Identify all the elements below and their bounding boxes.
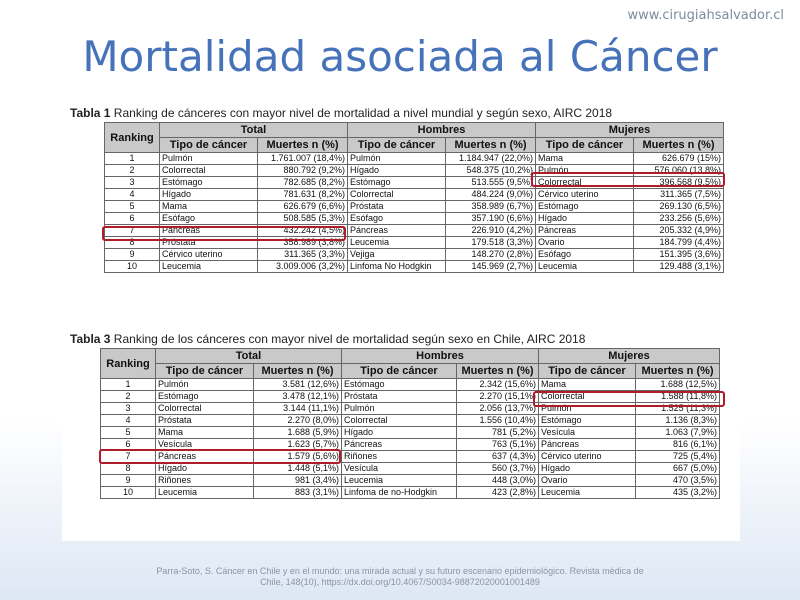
table3-panel: [62, 326, 740, 541]
cell-deaths: 432.242 (4,5%): [258, 225, 348, 237]
cell-cancer: Pulmón: [342, 403, 457, 415]
cell-cancer: Hígado: [160, 189, 258, 201]
cell-cancer: Esófago: [348, 213, 446, 225]
table1: [104, 122, 724, 273]
cell-deaths: 981 (3,4%): [254, 475, 342, 487]
table-row: [101, 475, 720, 487]
cell-cancer: Estómago: [156, 391, 254, 403]
cell-cancer: Esófago: [536, 249, 634, 261]
cell-cancer: Ovario: [536, 237, 634, 249]
cell-cancer: Estómago: [536, 201, 634, 213]
cell-cancer: Colorrectal: [160, 165, 258, 177]
table-row: [105, 249, 724, 261]
cell-cancer: Mama: [160, 201, 258, 213]
table3-subheader-tipo: Tipo de cáncer: [156, 364, 254, 379]
source-line-1: Parra-Soto, S. Cáncer en Chile y en el mundo: una mirada actual y su futuro escenario epidemiológico. Revista médica de: [156, 566, 644, 576]
table3-subheader-muertes: Muertes n (%): [254, 364, 342, 379]
cell-cancer: Páncreas: [539, 439, 636, 451]
cell-deaths: 269.130 (6,5%): [634, 201, 724, 213]
cell-cancer: Pulmón: [156, 379, 254, 391]
cell-deaths: 1.761.007 (18,4%): [258, 153, 348, 165]
cell-cancer: Vesícula: [156, 439, 254, 451]
table3-caption-text: Ranking de los cánceres con mayor nivel de mortalidad según sexo en Chile, AIRC 2018: [110, 332, 586, 346]
table-row: [105, 213, 724, 225]
cell-cancer: Vesícula: [342, 463, 457, 475]
cell-ranking: 6: [105, 213, 160, 225]
cell-deaths: 3.581 (12,6%): [254, 379, 342, 391]
cell-deaths: 816 (6,1%): [636, 439, 720, 451]
cell-cancer: Próstata: [342, 391, 457, 403]
cell-cancer: Hígado: [156, 463, 254, 475]
table1-panel: [62, 100, 740, 315]
table1-header-mujeres: Mujeres: [536, 123, 724, 138]
cell-cancer: Leucemia: [156, 487, 254, 499]
table-row: [101, 415, 720, 427]
highlight-mama-women-world: [531, 172, 725, 187]
cell-deaths: 880.792 (9,2%): [258, 165, 348, 177]
cell-ranking: 4: [105, 189, 160, 201]
cell-cancer: Hígado: [539, 463, 636, 475]
table1-header-ranking: Ranking: [105, 123, 160, 153]
cell-cancer: Estómago: [342, 379, 457, 391]
cell-cancer: Pulmón: [539, 403, 636, 415]
table1-subheader-muertes: Muertes n (%): [634, 138, 724, 153]
cell-cancer: Próstata: [160, 237, 258, 249]
cell-ranking: 7: [101, 451, 156, 463]
cell-cancer: Leucemia: [539, 487, 636, 499]
cell-ranking: 10: [101, 487, 156, 499]
table1-body: [105, 153, 724, 273]
cell-deaths: 358.989 (3,8%): [258, 237, 348, 249]
cell-deaths: 423 (2,8%): [457, 487, 539, 499]
cell-deaths: 357.190 (6,6%): [446, 213, 536, 225]
table3-caption: [62, 326, 740, 348]
cell-deaths: 1.579 (5,6%): [254, 451, 342, 463]
cell-cancer: Estómago: [160, 177, 258, 189]
source-citation: [0, 566, 800, 588]
cell-deaths: 2.056 (13,7%): [457, 403, 539, 415]
table-row: [105, 189, 724, 201]
cell-ranking: 9: [105, 249, 160, 261]
cell-cancer: Hígado: [536, 213, 634, 225]
cell-cancer: Cérvico uterino: [536, 189, 634, 201]
cell-ranking: 10: [105, 261, 160, 273]
cell-deaths: 470 (3,5%): [636, 475, 720, 487]
cell-cancer: Páncreas: [342, 439, 457, 451]
cell-cancer: Colorrectal: [348, 189, 446, 201]
cell-ranking: 8: [105, 237, 160, 249]
cell-cancer: Mama: [156, 427, 254, 439]
cell-cancer: Próstata: [348, 201, 446, 213]
cell-deaths: 396.568 (9,5%): [634, 177, 724, 189]
cell-deaths: 1.588 (11,8%): [636, 391, 720, 403]
cell-deaths: 179.518 (3,3%): [446, 237, 536, 249]
source-line-2: Chile, 148(10), https://dx.doi.org/10.4067/S0034-98872020001001489: [260, 577, 540, 587]
table3-header-total: Total: [156, 349, 342, 364]
table-row: [105, 261, 724, 273]
website-url: www.cirugiahsalvador.cl: [627, 8, 784, 23]
table3-header-mujeres: Mujeres: [539, 349, 720, 364]
cell-deaths: 311.365 (3,3%): [258, 249, 348, 261]
cell-deaths: 508.585 (5,3%): [258, 213, 348, 225]
cell-cancer: Cérvico uterino: [539, 451, 636, 463]
cell-cancer: Próstata: [156, 415, 254, 427]
cell-ranking: 3: [101, 403, 156, 415]
cell-deaths: 1.556 (10,4%): [457, 415, 539, 427]
cell-deaths: 1.623 (5,7%): [254, 439, 342, 451]
cell-deaths: 184.799 (4,4%): [634, 237, 724, 249]
cell-ranking: 9: [101, 475, 156, 487]
cell-deaths: 205.332 (4,9%): [634, 225, 724, 237]
cell-cancer: Estómago: [539, 415, 636, 427]
cell-cancer: Páncreas: [160, 225, 258, 237]
table3-subheader-muertes: Muertes n (%): [636, 364, 720, 379]
cell-ranking: 5: [101, 427, 156, 439]
cell-ranking: 6: [101, 439, 156, 451]
cell-cancer: Riñones: [342, 451, 457, 463]
cell-cancer: Colorrectal: [156, 403, 254, 415]
cell-cancer: Colorrectal: [536, 177, 634, 189]
cell-deaths: 763 (5,1%): [457, 439, 539, 451]
cell-ranking: 3: [105, 177, 160, 189]
cell-deaths: 782.685 (8,2%): [258, 177, 348, 189]
cell-deaths: 448 (3,0%): [457, 475, 539, 487]
cell-deaths: 1.448 (5,1%): [254, 463, 342, 475]
cell-deaths: 484.224 (9,0%): [446, 189, 536, 201]
cell-cancer: Mama: [536, 153, 634, 165]
cell-ranking: 1: [101, 379, 156, 391]
cell-deaths: 145.969 (2,7%): [446, 261, 536, 273]
cell-deaths: 1.136 (8,3%): [636, 415, 720, 427]
cell-deaths: 2.270 (8,0%): [254, 415, 342, 427]
table-row: [101, 487, 720, 499]
table1-subheader-muertes: Muertes n (%): [446, 138, 536, 153]
cell-deaths: 3.478 (12,1%): [254, 391, 342, 403]
cell-cancer: Páncreas: [156, 451, 254, 463]
table-row: [105, 153, 724, 165]
table1-subheader-tipo: Tipo de cáncer: [160, 138, 258, 153]
table3: [100, 348, 720, 499]
cell-deaths: 1.063 (7,9%): [636, 427, 720, 439]
cell-cancer: Linfoma de no-Hodgkin: [342, 487, 457, 499]
cell-cancer: Riñones: [156, 475, 254, 487]
table-row: [101, 427, 720, 439]
cell-cancer: Colorrectal: [342, 415, 457, 427]
cell-cancer: Leucemia: [536, 261, 634, 273]
table1-header-hombres: Hombres: [348, 123, 536, 138]
cell-deaths: 1.184.947 (22,0%): [446, 153, 536, 165]
cell-cancer: Ovario: [539, 475, 636, 487]
cell-deaths: 3.144 (11,1%): [254, 403, 342, 415]
highlight-mama-total-world: [102, 226, 346, 241]
cell-deaths: 1.525 (11,3%): [636, 403, 720, 415]
cell-deaths: 1.688 (12,5%): [636, 379, 720, 391]
cell-ranking: 2: [101, 391, 156, 403]
table1-caption: [62, 100, 740, 122]
cell-deaths: 435 (3,2%): [636, 487, 720, 499]
cell-cancer: Esófago: [160, 213, 258, 225]
cell-deaths: 626.679 (6,6%): [258, 201, 348, 213]
highlight-mama-total-chile: [99, 449, 341, 464]
cell-deaths: 548.375 (10,2%): [446, 165, 536, 177]
table1-subheader-tipo: Tipo de cáncer: [348, 138, 446, 153]
table1-header-total: Total: [160, 123, 348, 138]
cell-cancer: Estómago: [348, 177, 446, 189]
cell-deaths: 667 (5,0%): [636, 463, 720, 475]
table3-subheader-tipo: Tipo de cáncer: [342, 364, 457, 379]
cell-deaths: 781 (5,2%): [457, 427, 539, 439]
cell-cancer: Mama: [539, 379, 636, 391]
cell-deaths: 311.365 (7,5%): [634, 189, 724, 201]
cell-ranking: 1: [105, 153, 160, 165]
cell-ranking: 4: [101, 415, 156, 427]
cell-deaths: 226.910 (4,2%): [446, 225, 536, 237]
cell-ranking: 8: [101, 463, 156, 475]
highlight-mama-women-chile: [533, 391, 725, 407]
cell-cancer: Linfoma No Hodgkin: [348, 261, 446, 273]
cell-ranking: 7: [105, 225, 160, 237]
table3-subheader-muertes: Muertes n (%): [457, 364, 539, 379]
cell-deaths: 2.270 (15,1%): [457, 391, 539, 403]
cell-deaths: 883 (3,1%): [254, 487, 342, 499]
cell-cancer: Cérvico uterino: [160, 249, 258, 261]
table-row: [105, 201, 724, 213]
cell-cancer: Pulmón: [348, 153, 446, 165]
cell-cancer: Leucemia: [160, 261, 258, 273]
cell-ranking: 2: [105, 165, 160, 177]
cell-deaths: 358.989 (6,7%): [446, 201, 536, 213]
table1-caption-text: Ranking de cánceres con mayor nivel de mortalidad a nivel mundial y según sexo, AIRC 2018: [110, 106, 613, 120]
table-row: [101, 379, 720, 391]
cell-deaths: 3.009.006 (3,2%): [258, 261, 348, 273]
cell-deaths: 233.256 (5,6%): [634, 213, 724, 225]
cell-cancer: Hígado: [342, 427, 457, 439]
cell-cancer: Colorrectal: [539, 391, 636, 403]
table1-caption-label: Tabla 1: [70, 106, 111, 120]
table3-header-ranking: Ranking: [101, 349, 156, 379]
table1-subheader-tipo: Tipo de cáncer: [536, 138, 634, 153]
cell-cancer: Leucemia: [348, 237, 446, 249]
table3-caption-label: Tabla 3: [70, 332, 111, 346]
cell-cancer: Pulmón: [536, 165, 634, 177]
cell-cancer: Leucemia: [342, 475, 457, 487]
cell-cancer: Páncreas: [348, 225, 446, 237]
cell-deaths: 626.679 (15%): [634, 153, 724, 165]
cell-deaths: 2.342 (15,6%): [457, 379, 539, 391]
cell-deaths: 637 (4,3%): [457, 451, 539, 463]
cell-deaths: 725 (5,4%): [636, 451, 720, 463]
cell-deaths: 513.555 (9,5%): [446, 177, 536, 189]
cell-deaths: 781.631 (8,2%): [258, 189, 348, 201]
cell-cancer: Pulmón: [160, 153, 258, 165]
table1-subheader-muertes: Muertes n (%): [258, 138, 348, 153]
cell-cancer: Hígado: [348, 165, 446, 177]
cell-cancer: Vejiga: [348, 249, 446, 261]
cell-deaths: 148.270 (2,8%): [446, 249, 536, 261]
table3-header-hombres: Hombres: [342, 349, 539, 364]
slide-title: Mortalidad asociada al Cáncer: [82, 32, 718, 81]
cell-deaths: 1.688 (5,9%): [254, 427, 342, 439]
cell-deaths: 560 (3,7%): [457, 463, 539, 475]
cell-ranking: 5: [105, 201, 160, 213]
cell-cancer: Páncreas: [536, 225, 634, 237]
table-row: [101, 463, 720, 475]
cell-cancer: Vesícula: [539, 427, 636, 439]
table3-subheader-tipo: Tipo de cáncer: [539, 364, 636, 379]
cell-deaths: 576.060 (13,8%): [634, 165, 724, 177]
cell-deaths: 129.488 (3,1%): [634, 261, 724, 273]
cell-deaths: 151.395 (3,6%): [634, 249, 724, 261]
